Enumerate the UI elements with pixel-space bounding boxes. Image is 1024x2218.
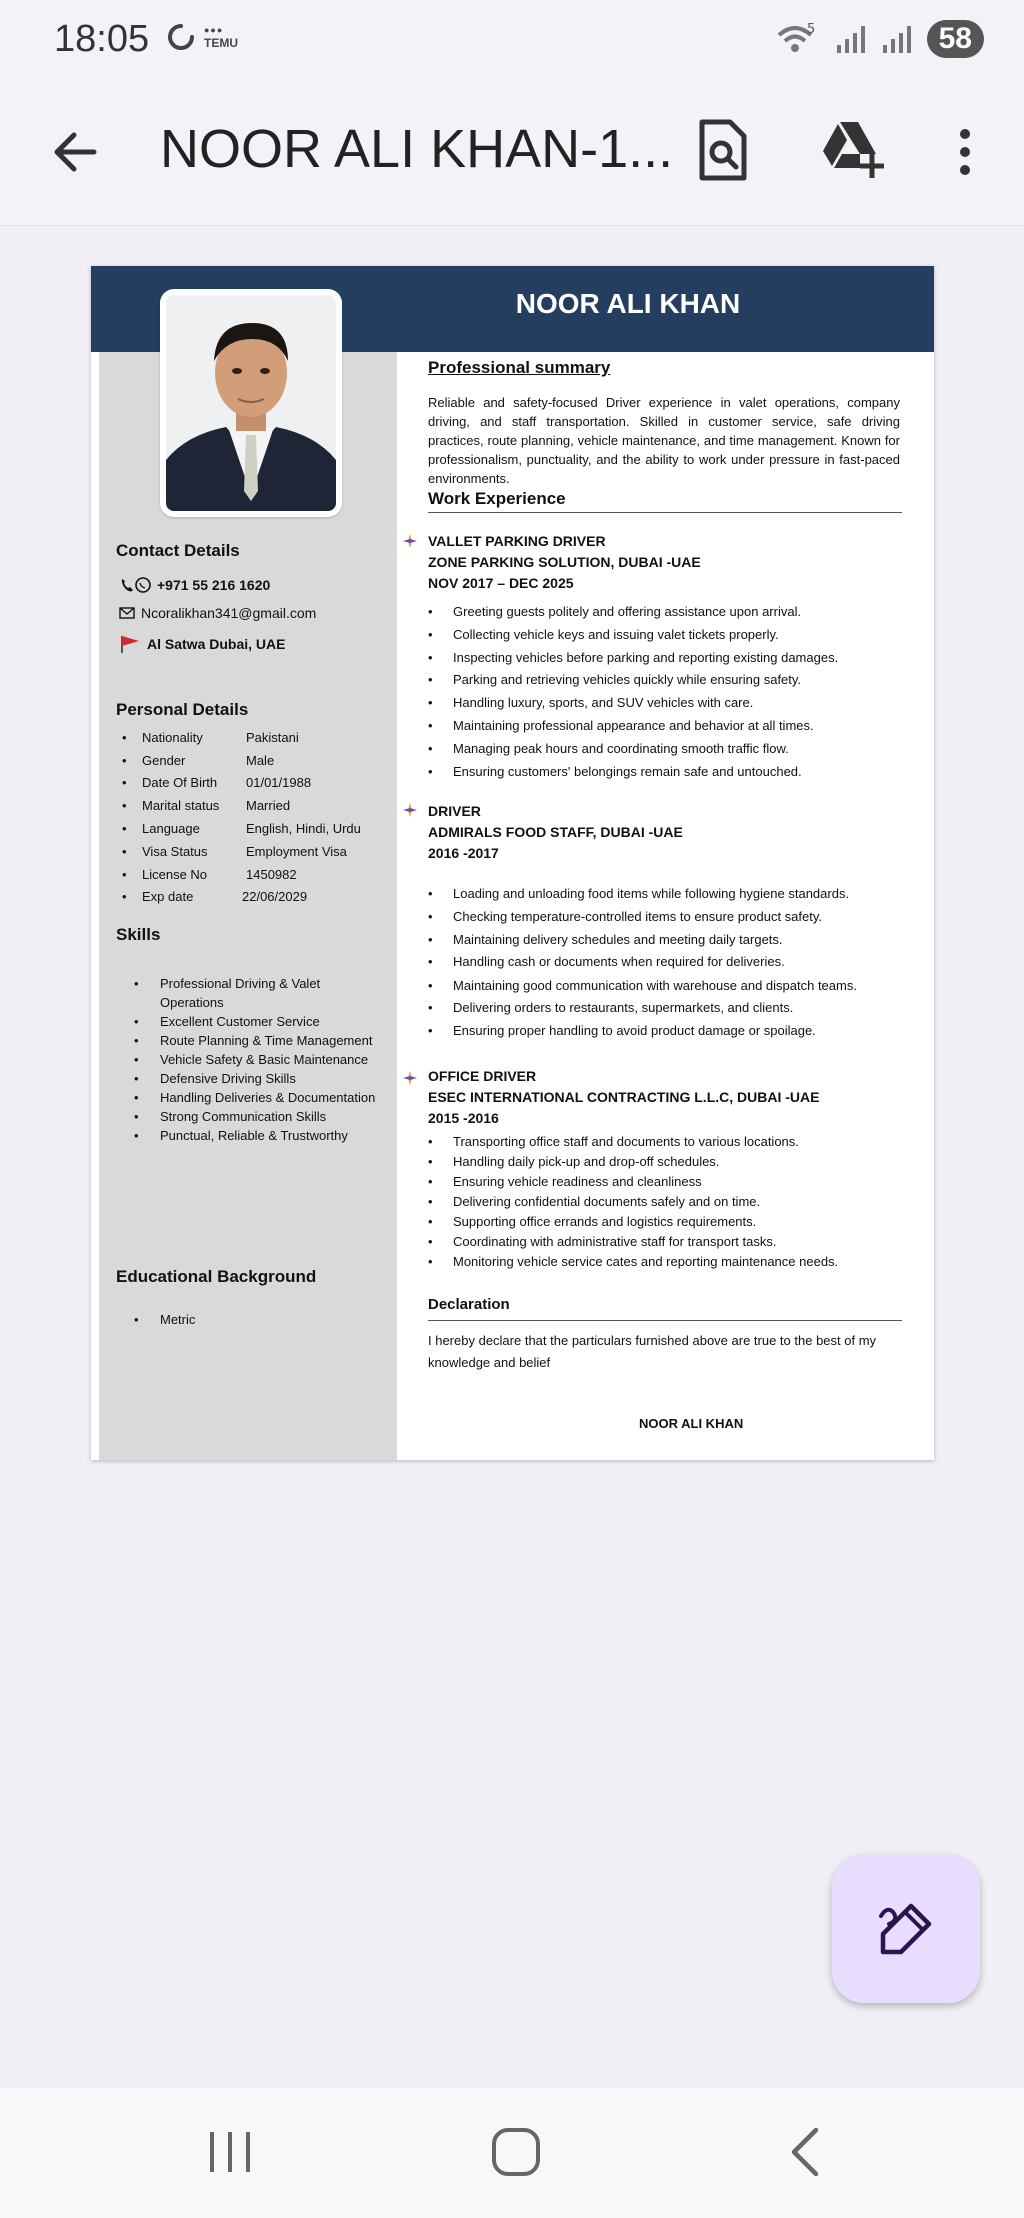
find-in-document-button[interactable]: [694, 116, 754, 186]
personal-detail-row: • Marital status Married: [116, 794, 386, 817]
job-duties-list: [428, 601, 908, 783]
job-header: [428, 1066, 819, 1129]
summary-heading: Professional summary: [428, 358, 611, 377]
job-duty-item: • Delivering confidential documents safely and on time.: [428, 1192, 908, 1212]
app-bar: [0, 82, 1024, 226]
job-dates: NOV 2017 – DEC 2025: [428, 575, 574, 591]
status-notification-icons: [166, 22, 238, 52]
status-time: 18:05: [54, 18, 150, 60]
skill-item: • Defensive Driving Skills: [116, 1069, 376, 1088]
home-button[interactable]: [486, 2122, 546, 2182]
personal-details-list: [116, 726, 386, 908]
more-options-button[interactable]: [950, 122, 980, 182]
job-company: ZONE PARKING SOLUTION, DUBAI -UAE: [428, 554, 701, 570]
personal-detail-row: • Visa Status Employment Visa: [116, 840, 386, 863]
phone-whatsapp-icon: [119, 576, 151, 594]
skill-item: • Vehicle Safety & Basic Maintenance: [116, 1050, 376, 1069]
document-title: NOOR ALI KHAN-1...: [160, 119, 674, 179]
work-experience-rule: [428, 512, 902, 513]
job-duty-item: • Inspecting vehicles before parking and reporting existing damages.: [428, 647, 908, 670]
search-document-icon: [694, 116, 754, 186]
job-dates: 2016 -2017: [428, 845, 499, 861]
signature-name: NOOR ALI KHAN: [639, 1416, 744, 1431]
job-duty-item: • Supporting office errands and logistics requirements.: [428, 1212, 908, 1232]
compass-star-icon: [402, 533, 418, 549]
temu-label: TEMU: [204, 36, 238, 50]
system-nav-bar: [0, 2088, 1024, 2218]
signal-icon: [881, 23, 913, 55]
wifi-5-icon: [775, 21, 821, 57]
declaration-rule: [428, 1320, 902, 1321]
job-title: DRIVER: [428, 803, 481, 819]
compass-star-icon: [402, 802, 418, 818]
location-text: Al Satwa Dubai, UAE: [147, 636, 286, 652]
skills-heading: Skills: [116, 925, 161, 944]
edit-fab-button[interactable]: [832, 1855, 980, 2003]
job-duty-item: • Delivering orders to restaurants, supermarkets, and clients.: [428, 997, 908, 1020]
skill-item: • Route Planning & Time Management: [116, 1031, 376, 1050]
job-duty-item: • Loading and unloading food items while following hygiene standards.: [428, 883, 908, 906]
compass-star-icon: [402, 1070, 418, 1086]
job-title: OFFICE DRIVER: [428, 1068, 537, 1084]
job-duties-list: [428, 1132, 908, 1272]
job-duty-item: • Ensuring vehicle readiness and cleanliness: [428, 1172, 908, 1192]
job-duty-item: • Maintaining professional appearance and behavior at all times.: [428, 715, 908, 738]
skill-item: • Professional Driving & Valet Operations: [116, 974, 376, 1012]
loading-spinner-icon: [166, 22, 196, 52]
job-duty-item: • Parking and retrieving vehicles quickly while ensuring safety.: [428, 669, 908, 692]
email-icon: [119, 607, 135, 619]
recents-icon: [200, 2122, 260, 2182]
contact-location: [119, 634, 285, 654]
red-flag-icon: [119, 634, 141, 654]
back-icon: [776, 2122, 836, 2182]
job-duty-item: • Collecting vehicle keys and issuing valet tickets properly.: [428, 624, 908, 647]
job-company: ADMIRALS FOOD STAFF, DUBAI -UAE: [428, 824, 683, 840]
job-duty-item: • Maintaining good communication with warehouse and dispatch teams.: [428, 974, 908, 997]
job-duty-item: • Handling luxury, sports, and SUV vehicles with care.: [428, 692, 908, 715]
job-header: [428, 531, 701, 594]
skill-item: • Strong Communication Skills: [116, 1107, 376, 1126]
job-duty-item: • Handling cash or documents when required for deliveries.: [428, 951, 908, 974]
contact-phone: [119, 576, 270, 594]
job-duty-item: • Ensuring proper handling to avoid product damage or spoilage.: [428, 1020, 908, 1043]
job-duty-item: • Ensuring customers' belongings remain safe and untouched.: [428, 761, 908, 784]
job-duty-item: • Transporting office staff and documents to various locations.: [428, 1132, 908, 1152]
status-system-icons: [775, 20, 984, 58]
person-portrait-icon: [166, 295, 336, 511]
contact-details-heading: Contact Details: [116, 541, 240, 560]
temu-app-icon: ●●● TEMU: [204, 25, 238, 50]
job-duty-item: • Checking temperature-controlled items to ensure product safety.: [428, 906, 908, 929]
home-icon: [486, 2122, 546, 2182]
personal-detail-row: • License No 1450982: [116, 863, 386, 886]
personal-detail-row: • Nationality Pakistani: [116, 726, 386, 749]
job-duty-item: • Managing peak hours and coordinating smooth traffic flow.: [428, 738, 908, 761]
back-button[interactable]: [46, 122, 106, 182]
svg-text:5: 5: [806, 22, 815, 37]
battery-level: 58: [927, 20, 984, 58]
skills-list: [116, 974, 376, 1145]
contact-email: [119, 605, 316, 621]
edit-pen-icon: [875, 1898, 937, 1960]
personal-detail-row: • Exp date 22/06/2029: [116, 886, 386, 909]
document-page[interactable]: [91, 266, 934, 1460]
email-address: Ncoralikhan341@gmail.com: [141, 605, 317, 621]
job-title: VALLET PARKING DRIVER: [428, 533, 606, 549]
signal-icon: [835, 23, 867, 55]
job-dates: 2015 -2016: [428, 1110, 499, 1126]
declaration-text: I hereby declare that the particulars furnished above are true to the best of my knowledge and belief: [428, 1333, 877, 1370]
more-vert-icon: [950, 122, 980, 182]
education-list: [116, 1310, 376, 1329]
skill-item: • Excellent Customer Service: [116, 1012, 376, 1031]
declaration-heading: Declaration: [428, 1296, 510, 1313]
education-item: • Metric: [116, 1310, 376, 1329]
personal-details-heading: Personal Details: [116, 700, 249, 719]
job-duty-item: • Monitoring vehicle service cates and reporting maintenance needs.: [428, 1252, 908, 1272]
status-bar: [0, 0, 1024, 82]
job-duty-item: • Maintaining delivery schedules and meeting daily targets.: [428, 929, 908, 952]
personal-detail-row: • Language English, Hindi, Urdu: [116, 817, 386, 840]
education-heading: Educational Background: [116, 1267, 317, 1286]
resume-name: NOOR ALI KHAN: [515, 288, 741, 319]
recents-button[interactable]: [200, 2122, 260, 2182]
nav-back-button[interactable]: [776, 2122, 836, 2182]
job-duties-list: [428, 883, 908, 1043]
summary-text: Reliable and safety-focused Driver experience in valet operations, company driving, and staff transportation. Skilled in customer service, safe driving practices, route planning, vehicle maintenance, and time management. Known for professionalism, punctuality, and the ability to work under pressure in fast-paced environments.: [428, 395, 900, 486]
phone-number: +971 55 216 1620: [157, 577, 271, 593]
skill-item: • Handling Deliveries & Documentation: [116, 1088, 376, 1107]
job-duty-item: • Greeting guests politely and offering assistance upon arrival.: [428, 601, 908, 624]
skill-item: • Punctual, Reliable & Trustworthy: [116, 1126, 376, 1145]
job-duty-item: • Handling daily pick-up and drop-off schedules.: [428, 1152, 908, 1172]
work-experience-heading: Work Experience: [428, 489, 566, 508]
add-to-drive-icon: [820, 118, 886, 180]
profile-photo: [160, 289, 342, 517]
back-arrow-icon: [46, 122, 106, 182]
add-to-drive-button[interactable]: [820, 118, 886, 180]
personal-detail-row: • Gender Male: [116, 749, 386, 772]
personal-detail-row: • Date Of Birth 01/01/1988: [116, 772, 386, 795]
job-company: ESEC INTERNATIONAL CONTRACTING L.L.C, DUBAI -UAE: [428, 1089, 820, 1105]
job-duty-item: • Coordinating with administrative staff for transport tasks.: [428, 1232, 908, 1252]
job-header: [428, 801, 683, 864]
